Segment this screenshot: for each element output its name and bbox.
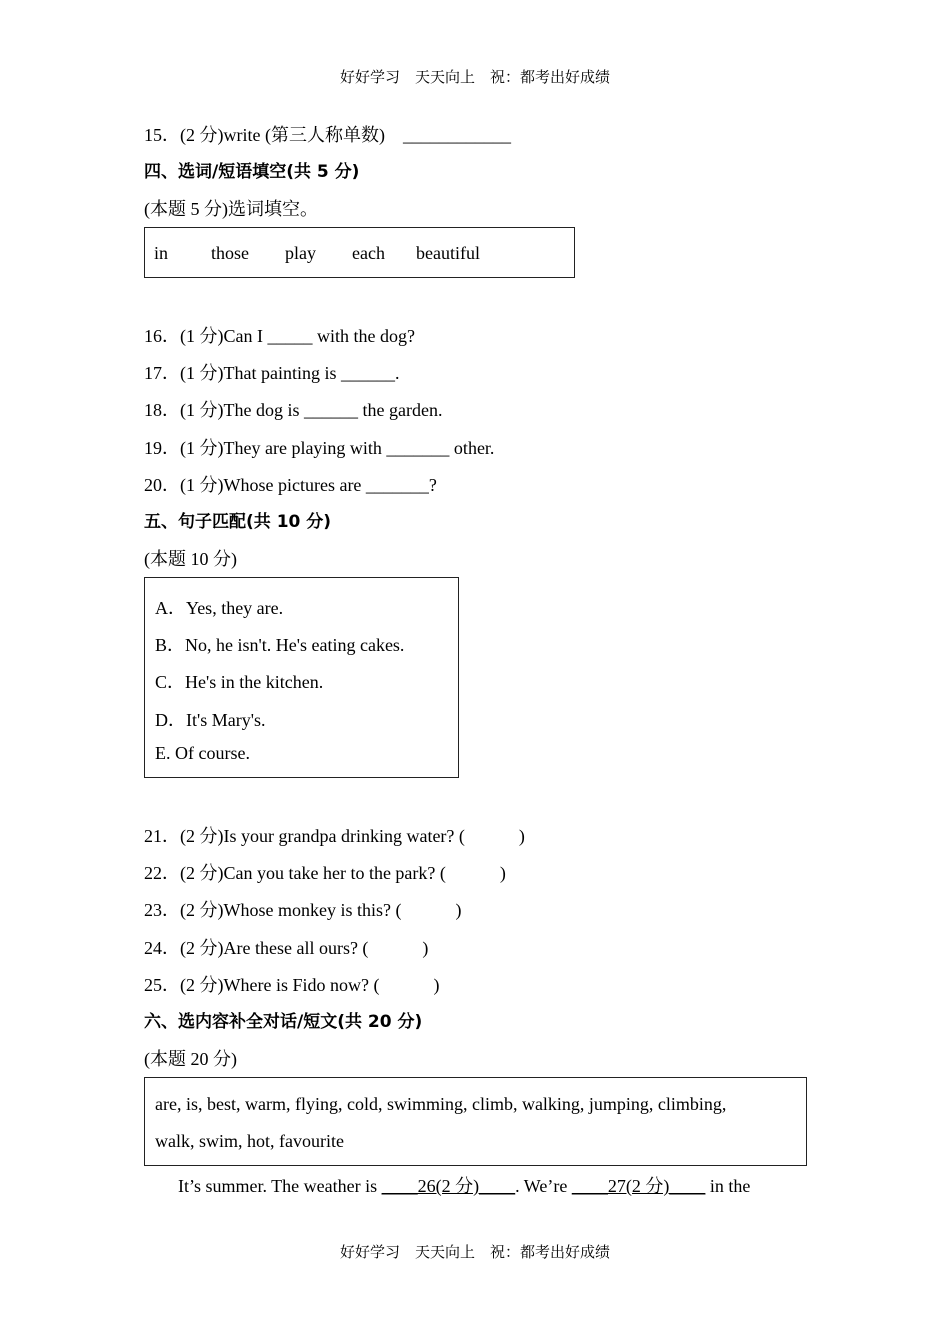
passage-text-1: It’s summer. The weather is	[178, 1176, 382, 1196]
word-those: those	[211, 243, 249, 263]
passage-line	[178, 1175, 750, 1197]
option-d: D．It's Mary's.	[155, 710, 266, 730]
question-24: 24．(2 分)Are these all ours? ( )	[144, 938, 429, 958]
page-footer: 好好学习 天天向上 祝：都考出好成绩	[339, 1243, 610, 1261]
options-box	[144, 577, 459, 778]
word-bank-line-1: are, is, best, warm, flying, cold, swimming, climb, walking, jumping, climbing,	[155, 1094, 727, 1114]
word-each: each	[352, 243, 385, 263]
option-b: B．No, he isn't. He's eating cakes.	[155, 635, 405, 655]
question-25: 25．(2 分)Where is Fido now? ( )	[144, 975, 440, 995]
word-beautiful: beautiful	[416, 243, 480, 263]
blank-26: ____26(2 分)____	[381, 1176, 516, 1196]
passage-text-3: in the	[705, 1176, 751, 1196]
word-play: play	[285, 243, 316, 263]
word-bank-line-2: walk, swim, hot, favourite	[155, 1131, 344, 1151]
page-header: 好好学习 天天向上 祝：都考出好成绩	[339, 68, 610, 86]
question-16: 16．(1 分)Can I _____ with the dog?	[144, 326, 415, 346]
question-17: 17．(1 分)That painting is ______.	[144, 363, 400, 383]
question-18: 18．(1 分)The dog is ______ the garden.	[144, 400, 443, 420]
section-5-instruction: (本题 10 分)	[144, 549, 237, 569]
option-c: C．He's in the kitchen.	[155, 672, 324, 692]
section-4-title: 四、选词/短语填空(共 5 分)	[144, 162, 360, 182]
question-22: 22．(2 分)Can you take her to the park? ( )	[144, 863, 506, 883]
word-bank-box	[144, 227, 575, 278]
question-20: 20．(1 分)Whose pictures are _______?	[144, 475, 437, 495]
question-19: 19．(1 分)They are playing with _______ other.	[144, 438, 495, 458]
section-4-instruction: (本题 5 分)选词填空。	[144, 199, 318, 219]
section-6-title: 六、选内容补全对话/短文(共 20 分)	[144, 1012, 423, 1032]
word-in: in	[154, 243, 169, 263]
question-15: 15．(2 分)write (第三人称单数) ____________	[144, 125, 511, 145]
section-5-title: 五、句子匹配(共 10 分)	[144, 512, 332, 532]
blank-27: ____27(2 分)____	[571, 1176, 706, 1196]
question-21: 21．(2 分)Is your grandpa drinking water? ( )	[144, 826, 525, 846]
word-bank-box-2	[144, 1077, 807, 1166]
question-23: 23．(2 分)Whose monkey is this? ( )	[144, 900, 462, 920]
option-e: E. Of course.	[155, 743, 250, 763]
section-6-instruction: (本题 20 分)	[144, 1049, 237, 1069]
passage-text-2: . We’re	[515, 1176, 572, 1196]
option-a: A．Yes, they are.	[155, 598, 284, 618]
